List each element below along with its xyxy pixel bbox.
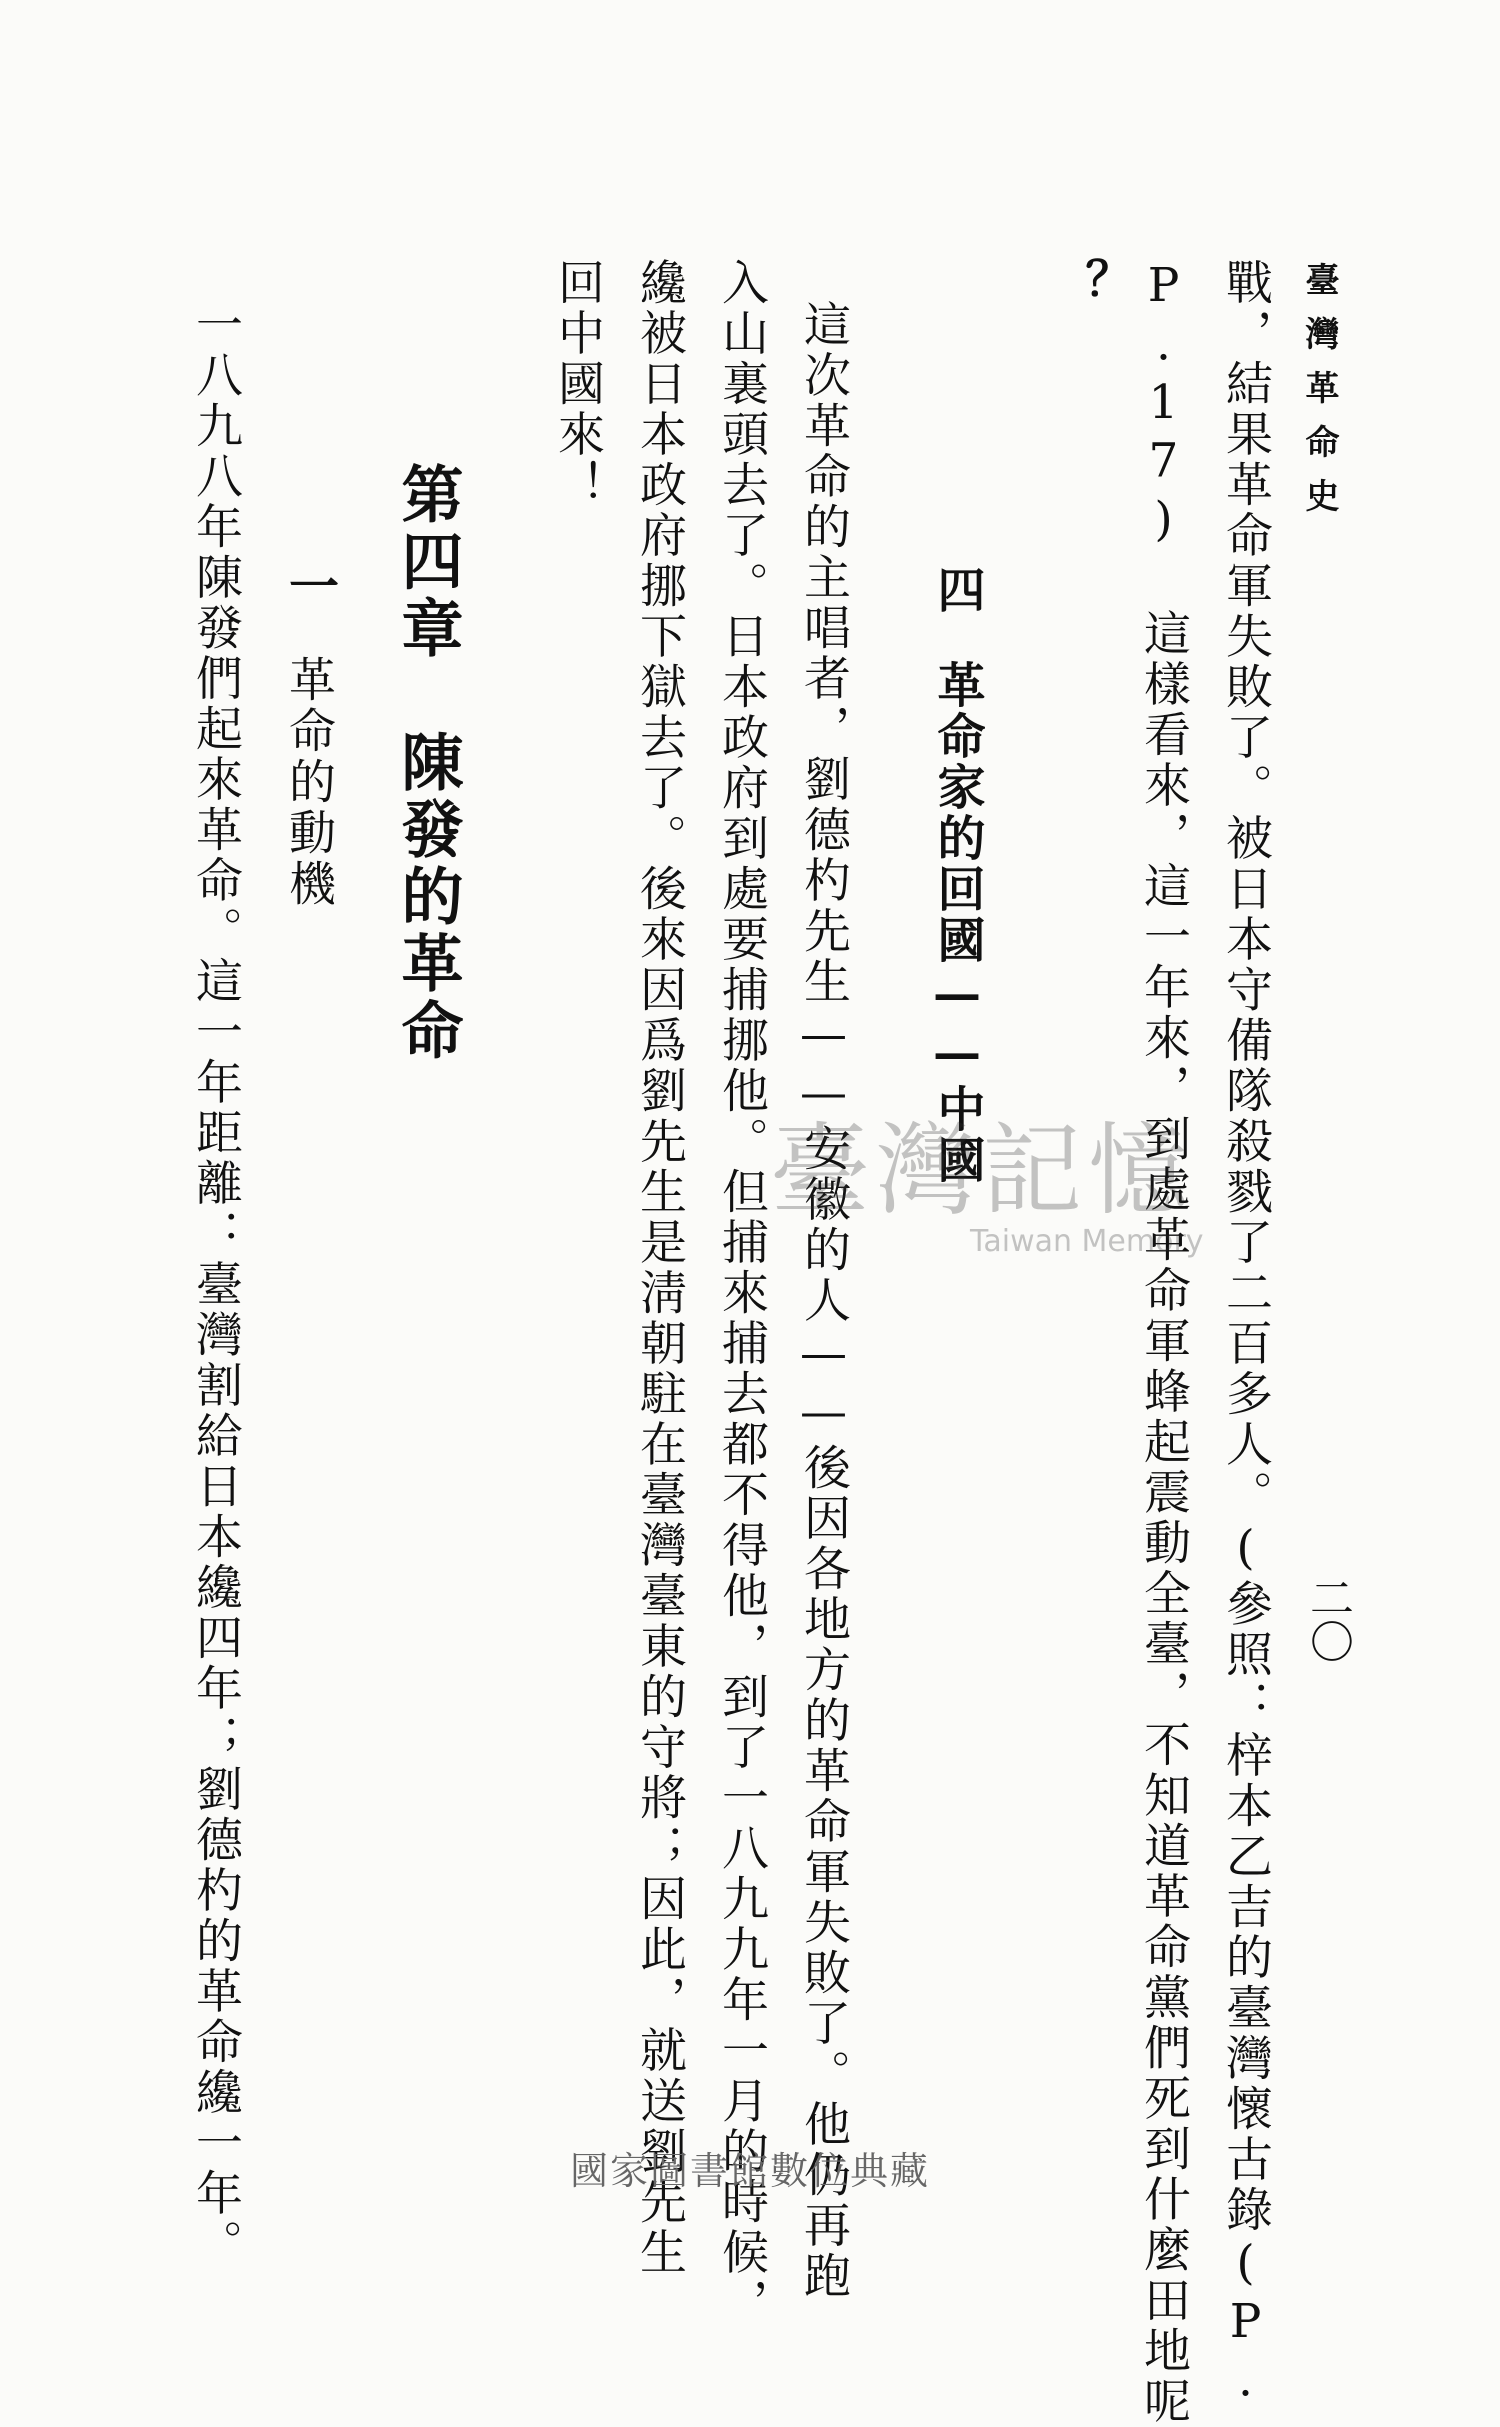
watermark-chinese: 臺灣記憶 (770, 1112, 1194, 1229)
text-column-3: ？ (1054, 258, 1109, 309)
section-number: 四 (929, 565, 985, 616)
section-title: 革命家的回國——中國 (929, 660, 985, 1186)
footer-collection-label: 國家圖書館數位典藏 (569, 2149, 930, 2193)
text-column-4: 這次革命的主唱者，劉德杓先生——安徽的人——後因各地方的革命軍失敗了。他仍再跑 (796, 300, 851, 2302)
text-column-8: 一八九八年陳發們起來革命。這一年距離：臺灣割給日本纔四年；劉德杓的革命纔一年。 (188, 300, 243, 2270)
text-column-7: 回中國來！ (550, 258, 605, 511)
text-column-2: P.17) 這樣看來，這一年來，到處革命軍蜂起震動全臺，不知道革命黨們死到什麼田地呢 (1136, 258, 1191, 2427)
subsection-number: 一 (281, 560, 340, 610)
text-column-5: 入山裏頭去了。日本政府到處要捕挪他。但捕來捕去都不得他，到了一八九九年一月的時候， (714, 258, 769, 2329)
chapter-title: 第四章 陳發的革命 (391, 462, 464, 1065)
text-column-6: 纔被日本政府挪下獄去了。後來因爲劉先生是淸朝駐在臺灣臺東的守將；因此，就送劉先生 (632, 258, 687, 2278)
text-column-1: 戰，結果革命軍失敗了。被日本守備隊殺戮了二百多人。(參照：梓本乙吉的臺灣懷古錄(P. (1218, 258, 1273, 2411)
subsection-title: 革命的動機 (281, 655, 336, 910)
page-number: 二〇 (1302, 1575, 1353, 1663)
watermark-english: Taiwan Memory (970, 1224, 1204, 1259)
running-header-title: 臺灣革命史 (1299, 262, 1339, 532)
